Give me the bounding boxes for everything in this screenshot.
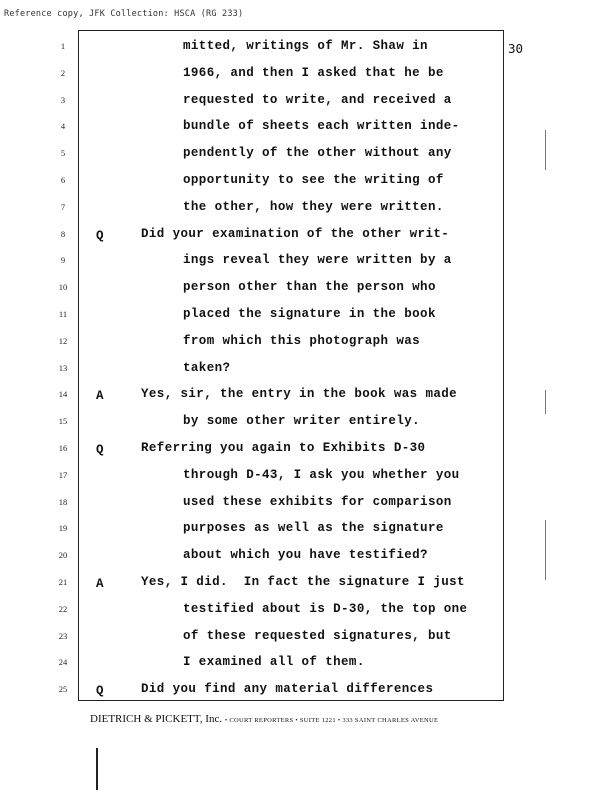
- scan-speck: [545, 130, 546, 170]
- transcript-line: 1966, and then I asked that he be: [183, 65, 444, 80]
- transcript-line: Yes, sir, the entry in the book was made: [141, 387, 458, 402]
- speaker-label: A: [96, 577, 104, 591]
- reporter-firm: DIETRICH & PICKETT, Inc.: [90, 713, 223, 725]
- line-number: 24: [58, 657, 68, 668]
- line-number: 4: [60, 121, 66, 132]
- transcript-line: used these exhibits for comparison: [183, 494, 452, 509]
- line-number: 1: [60, 41, 66, 51]
- transcript-line: ings reveal they were written by a: [183, 253, 452, 268]
- transcript-line: Did your examination of the other writ-: [141, 226, 450, 241]
- line-number: 23: [58, 630, 68, 641]
- transcript-line: through D-43, I ask you whether you: [183, 467, 460, 482]
- transcript-line: taken?: [183, 360, 231, 375]
- line-number: 16: [58, 443, 68, 453]
- archive-reference-header: Reference copy, JFK Collection: HSCA (RG 233): [4, 9, 244, 19]
- line-number: 25: [58, 684, 68, 695]
- line-number: 20: [58, 550, 68, 561]
- transcript-frame-bottom: [78, 700, 504, 701]
- line-number: 8: [60, 228, 66, 239]
- speaker-label: Q: [96, 443, 104, 457]
- transcript-line: about which you have testified?: [183, 548, 428, 563]
- transcript-line: opportunity to see the writing of: [183, 173, 444, 187]
- line-number: 18: [58, 496, 68, 507]
- line-number: 3: [60, 94, 66, 105]
- margin-mark: [96, 748, 98, 790]
- speaker-label: Q: [96, 684, 104, 699]
- transcript-line: Did you find any material differences: [141, 682, 434, 697]
- transcript-line: Yes, I did. In fact the signature I just: [141, 575, 465, 589]
- page-number: 30: [508, 41, 524, 56]
- transcript-line: purposes as well as the signature: [183, 521, 444, 536]
- transcript-line: requested to write, and received a: [183, 92, 452, 107]
- line-number: 7: [60, 201, 66, 212]
- line-number: 12: [58, 335, 68, 346]
- transcript-line: Referring you again to Exhibits D-30: [141, 441, 426, 455]
- line-number: 14: [58, 389, 68, 400]
- transcript-line: mitted, writings of Mr. Shaw in: [183, 39, 428, 53]
- transcript-line: testified about is D-30, the top one: [183, 601, 468, 616]
- transcript-line: the other, how they were written.: [183, 199, 444, 214]
- line-number: 13: [58, 362, 68, 373]
- transcript-line: of these requested signatures, but: [183, 628, 452, 643]
- line-number: 17: [58, 469, 68, 480]
- line-number: 10: [58, 282, 68, 293]
- line-number: 11: [58, 309, 68, 319]
- scan-speck: [545, 390, 546, 414]
- transcript-line: I examined all of them.: [183, 655, 365, 670]
- line-number: 9: [60, 255, 66, 266]
- transcript-line: person other than the person who: [183, 280, 436, 295]
- transcript-line: by some other writer entirely.: [183, 414, 421, 429]
- line-number: 19: [58, 523, 68, 534]
- line-number: 5: [60, 148, 66, 159]
- transcript-line: bundle of sheets each written inde-: [183, 119, 460, 134]
- scan-speck: [545, 520, 546, 580]
- line-number: 6: [60, 175, 66, 185]
- line-number: 22: [58, 603, 68, 614]
- transcript-line: placed the signature in the book: [183, 307, 436, 321]
- speaker-label: A: [96, 389, 104, 404]
- speaker-label: Q: [96, 228, 104, 243]
- line-number: 21: [58, 577, 68, 587]
- line-number: 15: [58, 416, 68, 427]
- transcript-line: pendently of the other without any: [183, 146, 452, 161]
- transcript-line: from which this photograph was: [183, 333, 421, 348]
- reporter-address: • COURT REPORTERS • SUITE 1221 • 333 SAINT CHARLES AVENUE: [224, 717, 439, 724]
- reporter-footer: [90, 713, 438, 725]
- line-number: 2: [60, 67, 66, 78]
